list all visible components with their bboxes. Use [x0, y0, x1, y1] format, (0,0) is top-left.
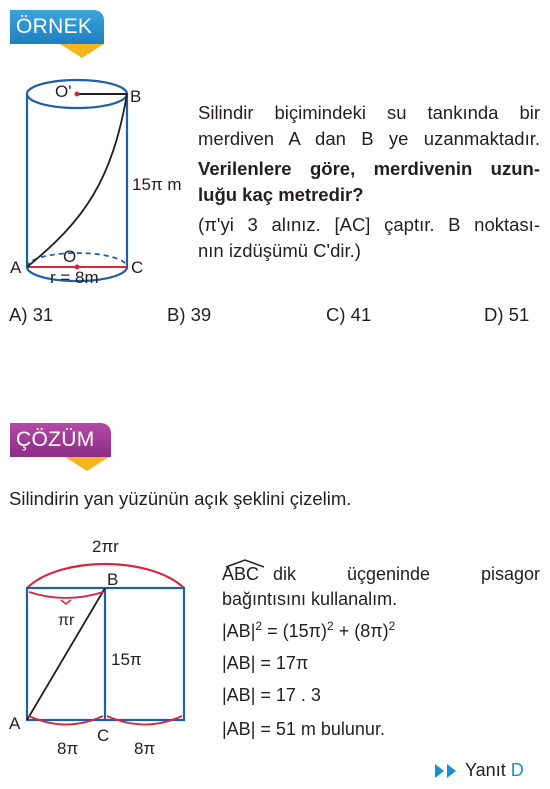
- answer-value: D: [510, 760, 524, 780]
- arc-hat-icon: [224, 558, 266, 568]
- solution-text: [222, 560, 540, 743]
- solution-intro: Silindirin yan yüzünün açık şeklini çizelim.: [9, 488, 352, 509]
- eq1-lhs: |AB|: [222, 621, 256, 641]
- label-b: B: [130, 87, 142, 106]
- question-line-2: merdiven A dan B ye uzanmaktadır.: [198, 128, 540, 149]
- equation-1: [222, 612, 540, 645]
- eq1-term-2: + (8π): [333, 621, 389, 641]
- answer: [434, 760, 524, 781]
- solution-line-1: [222, 560, 540, 588]
- solution-line-1-rest: dik üçgeninde pisagor: [273, 564, 540, 584]
- double-arrow-icon: [434, 763, 460, 779]
- label-a: A: [10, 258, 22, 277]
- label-o-prime: O': [55, 82, 72, 101]
- label-8pi-right: 8π: [134, 739, 156, 758]
- eq1-term-1: = (15π): [262, 621, 328, 641]
- equation-3: |AB| = 17 . 3: [222, 685, 321, 705]
- label-height: 15π m: [132, 175, 182, 194]
- cylinder-figure: [0, 70, 200, 295]
- option-d[interactable]: D) 51: [484, 304, 530, 325]
- triangle-name-wrap: [222, 560, 259, 588]
- label-b2: B: [107, 570, 119, 589]
- example-badge-accent: [60, 44, 104, 58]
- solution-badge: [10, 423, 111, 457]
- option-a[interactable]: A) 31: [9, 304, 54, 325]
- label-pir: πr: [58, 612, 75, 629]
- question-block: [198, 100, 540, 264]
- solution-badge-accent: [65, 457, 109, 471]
- option-c[interactable]: C) 41: [326, 304, 372, 325]
- option-b[interactable]: B) 39: [167, 304, 212, 325]
- triangle-name: ABC: [222, 564, 260, 584]
- note-line-1: (π'yi 3 alınız. [AC] çaptır. B noktası-: [198, 214, 540, 235]
- note-line-2: nın izdüşümü C'dir.): [198, 240, 361, 261]
- question-bold-line-2: luğu kaç metredir?: [198, 184, 364, 205]
- label-a2: A: [9, 714, 21, 733]
- label-15pi: 15π: [111, 650, 142, 669]
- label-o: O: [63, 247, 77, 266]
- question-line-1: Silindir biçimindeki su tankında bir: [198, 102, 540, 123]
- solution-badge-label: ÇÖZÜM: [16, 428, 95, 451]
- label-2pir: 2πr: [92, 537, 119, 556]
- solution-line-2: bağıntısını kullanalım.: [222, 589, 398, 609]
- label-c2: C: [97, 726, 110, 745]
- label-c: C: [131, 258, 144, 277]
- label-8pi-left: 8π: [57, 739, 79, 758]
- equation-4: |AB| = 51 m bulunur.: [222, 719, 385, 739]
- eq1-sq-3: 2: [388, 619, 396, 633]
- eq1-sq-1: 2: [255, 619, 263, 633]
- label-radius: r = 8m: [50, 268, 99, 287]
- example-badge-label: ÖRNEK: [16, 15, 93, 38]
- example-badge: [10, 10, 104, 44]
- answer-label: Yanıt: [465, 760, 506, 780]
- unrolled-figure: [0, 530, 200, 760]
- equation-2: |AB| = 17π: [222, 653, 309, 673]
- eq1-sq-2: 2: [327, 619, 334, 633]
- question-bold-line-1: Verilenlere göre, merdivenin uzun-: [198, 158, 540, 179]
